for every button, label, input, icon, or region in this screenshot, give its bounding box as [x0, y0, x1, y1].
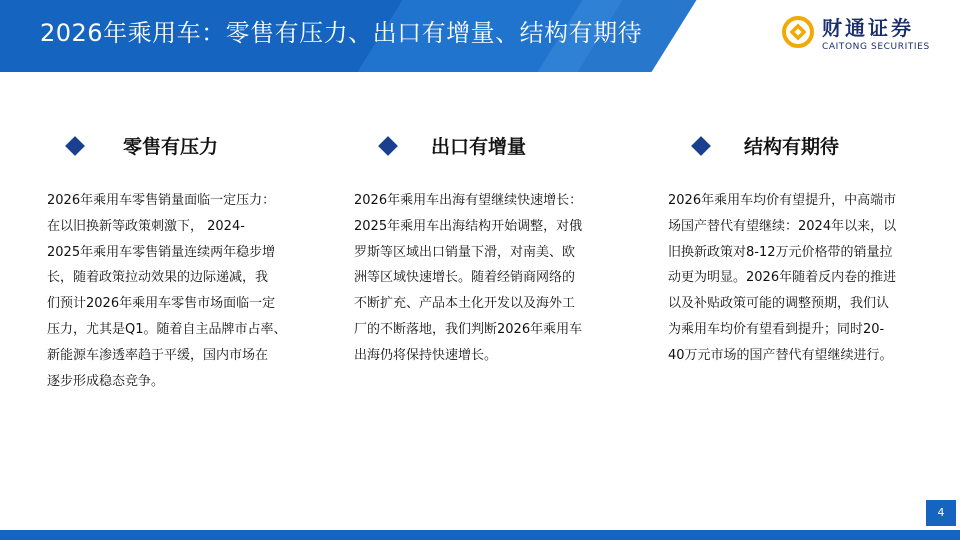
- diamond-bullet-icon: [65, 136, 85, 156]
- company-logo: [782, 16, 942, 58]
- body-line: 罗斯等区域出口销量下滑，对南美、欧: [354, 244, 576, 260]
- body-line: 出海仍将保持快速增长。: [354, 347, 498, 363]
- diamond-bullet-icon: [691, 136, 711, 156]
- diamond-bullet-icon: [378, 136, 398, 156]
- body-line: 场国产替代有望继续：2024年以来，以: [668, 218, 897, 234]
- body-line: 为乘用车均价有望看到提升；同时20-: [668, 321, 885, 337]
- body-line: 厂的不断落地，我们判断2026年乘用车: [354, 321, 583, 337]
- body-line: 逐步形成稳态竞争。: [47, 373, 165, 389]
- body-line: 长，随着政策拉动效果的边际递减，我: [47, 270, 269, 286]
- title-bar: [0, 0, 960, 72]
- column-heading-structure: [694, 134, 894, 160]
- body-line: 以及补贴政策可能的调整预期，我们认: [668, 296, 890, 312]
- body-line: 在以旧换新等政策刺激下， 2024-: [47, 218, 245, 234]
- column-body-structure: [668, 188, 938, 369]
- body-line: 2026年乘用车出海有望继续快速增长：: [354, 193, 583, 208]
- column-heading-retail: [68, 134, 268, 160]
- body-line: 不断扩充、产品本土化开发以及海外工: [354, 296, 576, 312]
- footer-bar: [0, 530, 960, 540]
- body-line: 40万元市场的国产替代有望继续进行。: [668, 347, 893, 363]
- body-line: 2026年乘用车均价有望提升，中高端市: [668, 193, 897, 208]
- page-number: 4: [926, 500, 956, 526]
- body-line: 们预计2026年乘用车零售市场面临一定: [47, 296, 276, 312]
- body-line: 旧换新政策对8-12万元价格带的销量拉: [668, 244, 893, 260]
- body-line: 洲等区域快速增长。随着经销商网络的: [354, 270, 576, 286]
- body-line: 动更为明显。2026年随着反内卷的推进: [668, 270, 897, 286]
- body-line: 压力，尤其是Q1。随着自主品牌市占率、: [47, 321, 287, 337]
- body-line: 2026年乘用车零售销量面临一定压力：: [47, 193, 276, 208]
- caitong-logo-icon: [782, 16, 814, 48]
- column-body-retail: [47, 188, 317, 394]
- column-heading-text: 出口有增量: [431, 136, 527, 158]
- column-heading-text: 零售有压力: [123, 136, 219, 158]
- body-line: 2025年乘用车出海结构开始调整，对俄: [354, 218, 583, 234]
- column-heading-export: [381, 134, 581, 160]
- logo-name-cn: 财通证券: [822, 16, 914, 40]
- logo-name-en: CAITONG SECURITIES: [822, 42, 930, 52]
- body-line: 新能源车渗透率趋于平缓，国内市场在: [47, 347, 269, 363]
- column-heading-text: 结构有期待: [744, 136, 840, 158]
- body-line: 2025年乘用车零售销量连续两年稳步增: [47, 244, 276, 260]
- slide-title: 2026年乘用车：零售有压力、出口有增量、结构有期待: [40, 19, 643, 47]
- column-body-export: [354, 188, 624, 369]
